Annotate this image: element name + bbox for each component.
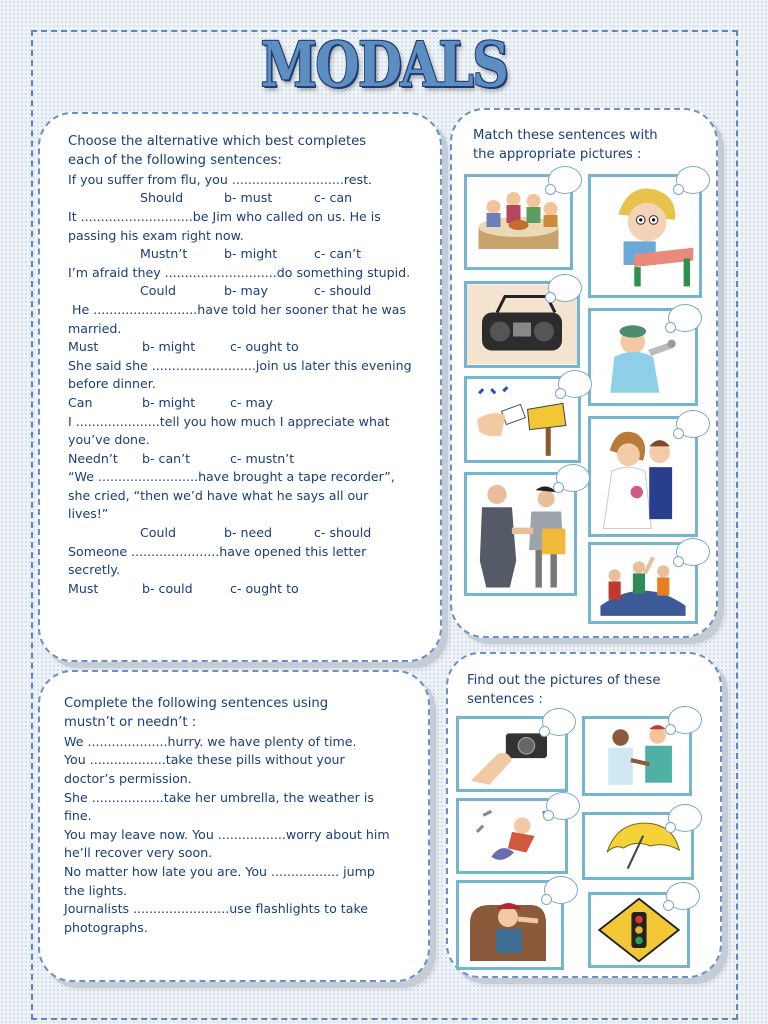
option-1: b- might	[142, 339, 196, 355]
option-1: b- need	[224, 525, 273, 541]
sentence-line: he’ll recover very soon.	[64, 845, 213, 861]
option-1: b- can’t	[142, 450, 191, 466]
sentence-line: We ....................hurry. we have plenty of time.	[64, 733, 357, 749]
sentence-line: It ............................be Jim who called on us. He is	[68, 208, 381, 224]
instruction-line: mustn’t or needn’t :	[64, 715, 197, 731]
answer-bubble[interactable]	[548, 166, 582, 194]
sentence-line: she cried, “then we’d have what he says all our	[68, 487, 369, 503]
sentence-line: You may leave now. You .................worry about him	[64, 826, 390, 842]
find-instructions: Find out the pictures of these sentences :	[467, 673, 661, 708]
sentence-line: He ..........................have told her sooner that he was	[68, 301, 407, 317]
sentence-line: before dinner.	[68, 376, 156, 392]
answer-bubble[interactable]	[676, 538, 710, 566]
sentence-line: you’ve done.	[68, 432, 150, 448]
options-line	[68, 338, 424, 357]
answer-bubble[interactable]	[548, 274, 582, 302]
answer-bubble[interactable]	[546, 792, 580, 820]
sentence-line: the lights.	[64, 882, 128, 898]
sentence-line: passing his exam right now.	[68, 227, 244, 243]
sentence-line: I’m afraid they ............................do something stupid.	[68, 264, 411, 280]
option-0: Must	[68, 339, 99, 355]
exercise2-text	[64, 694, 390, 937]
answer-bubble[interactable]	[668, 706, 702, 734]
sentence-line: She ..................take her umbrella, the weather is	[64, 789, 374, 805]
answer-bubble[interactable]	[666, 882, 700, 910]
option-2: c- ought to	[230, 339, 299, 355]
sentence-line: doctor’s permission.	[64, 770, 192, 786]
option-2: c- should	[314, 283, 372, 299]
sentence-line: I .....................tell you how much I appreciate what	[68, 413, 390, 429]
options-line	[68, 580, 424, 599]
sentence-line: married.	[68, 320, 122, 336]
options-line	[68, 282, 424, 301]
sentence-line: Journalists ........................use flashlights to take	[64, 901, 369, 917]
option-0: Mustn’t	[140, 246, 188, 262]
option-2: c- should	[314, 525, 372, 541]
option-2: c- can	[314, 190, 353, 206]
answer-bubble[interactable]	[558, 370, 592, 398]
options-line	[68, 394, 424, 413]
option-1: b- might	[142, 394, 196, 410]
option-2: c- may	[230, 394, 273, 410]
option-0: Could	[140, 525, 176, 541]
option-1: b- must	[224, 190, 273, 206]
answer-bubble[interactable]	[542, 708, 576, 736]
options-line	[68, 450, 424, 469]
option-1: b- may	[224, 283, 268, 299]
answer-bubble[interactable]	[676, 410, 710, 438]
sentence-line: secretly.	[68, 562, 120, 578]
instruction-line: each of the following sentences:	[68, 153, 282, 169]
option-0: Can	[68, 394, 93, 410]
instruction-line: Choose the alternative which best completes	[68, 134, 367, 149]
match-instructions: Match these sentences with the appropriate pictures :	[473, 128, 658, 163]
option-2: c- ought to	[230, 580, 299, 596]
sentence-line: No matter how late you are. You ................. jump	[64, 863, 375, 879]
sentence-line: Someone ......................have opened this letter	[68, 543, 367, 559]
sentence-line: She said she ..........................join us later this evening	[68, 357, 412, 373]
option-2: c- mustn’t	[230, 450, 295, 466]
options-line	[68, 189, 424, 208]
answer-bubble[interactable]	[676, 166, 710, 194]
option-0: Must	[68, 580, 99, 596]
answer-bubble[interactable]	[668, 304, 702, 332]
page-title: MODALS	[260, 28, 508, 101]
sentence-line: fine.	[64, 808, 92, 824]
sentence-line: If you suffer from flu, you ............................rest.	[68, 171, 373, 187]
options-line	[68, 524, 424, 543]
option-1: b- might	[224, 246, 278, 262]
option-0: Should	[140, 190, 184, 206]
instruction-line: Complete the following sentences using	[64, 696, 329, 711]
answer-bubble[interactable]	[556, 464, 590, 492]
option-2: c- can’t	[314, 246, 362, 262]
sentence-line: photographs.	[64, 919, 148, 935]
sentence-line: “We .........................have brought a tape recorder”,	[68, 469, 395, 485]
exercise1-text	[68, 132, 424, 598]
option-1: b- could	[142, 580, 193, 596]
answer-bubble[interactable]	[544, 876, 578, 904]
options-line	[68, 245, 424, 264]
option-0: Could	[140, 283, 176, 299]
option-0: Needn’t	[68, 450, 118, 466]
sentence-line: lives!”	[68, 506, 109, 522]
sentence-line: You ...................take these pills without your	[64, 752, 345, 768]
answer-bubble[interactable]	[668, 804, 702, 832]
